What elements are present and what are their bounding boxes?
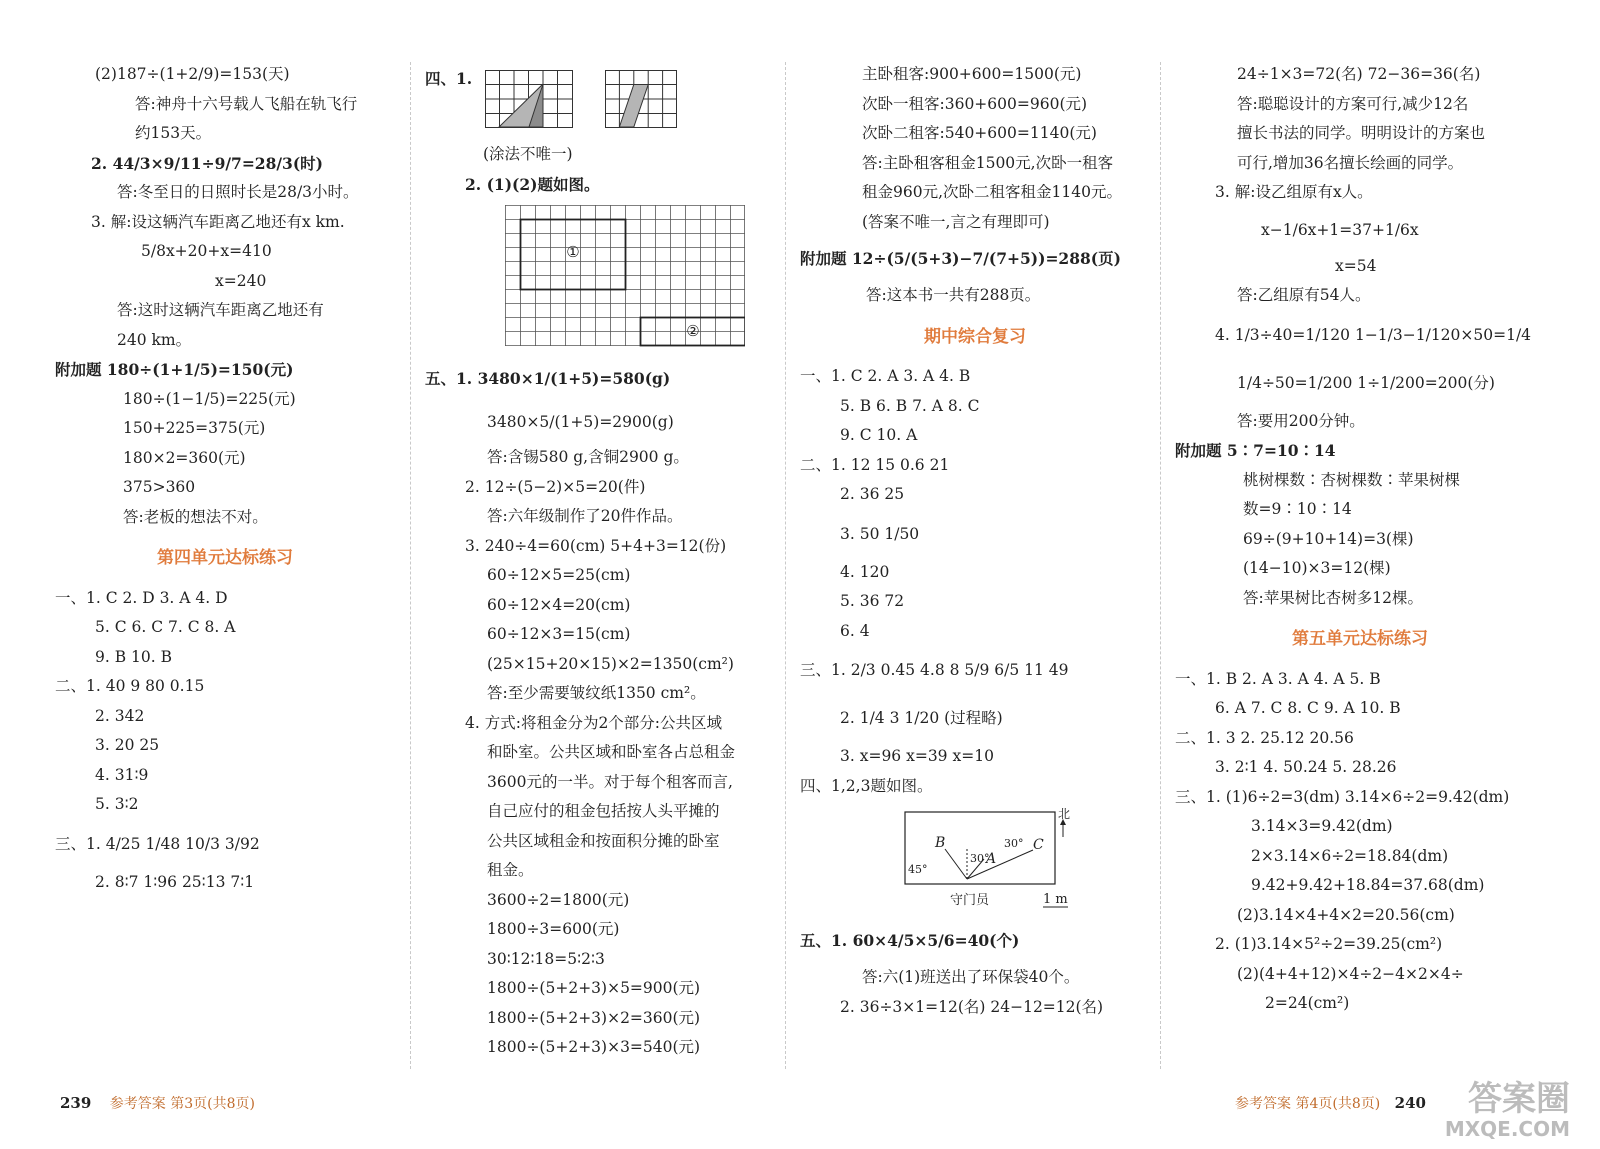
answer-line: 1800÷(5+2+3)×2=360(元) bbox=[487, 1008, 701, 1027]
answer-line: 150+225=375(元) bbox=[123, 419, 266, 437]
page-number: 240 bbox=[1394, 1094, 1426, 1112]
scale-label: 1 m bbox=[1043, 892, 1068, 907]
answer-line: 9. B 10. B bbox=[95, 647, 173, 666]
answer-line: 3. x=96 x=39 x=10 bbox=[840, 747, 994, 765]
answer-line: 3480×5/(1+5)=2900(g) bbox=[487, 413, 674, 431]
column-divider bbox=[410, 62, 411, 1069]
answer-line: 五、1. 3480×1/(1+5)=580(g) bbox=[425, 369, 671, 388]
footer-right bbox=[1235, 1093, 1440, 1113]
answer-line: 5. 36 72 bbox=[840, 592, 905, 610]
answer-line: x−1/6x+1=37+1/6x bbox=[1261, 220, 1419, 239]
answer-line: 次卧二租客:540+600=1140(元) bbox=[862, 124, 1097, 142]
answer-line: (2)3.14×4+4×2=20.56(cm) bbox=[1237, 905, 1455, 924]
answer-line: 1800÷3=600(元) bbox=[487, 920, 620, 938]
answer-line: 2×3.14×6÷2=18.84(dm) bbox=[1251, 846, 1449, 865]
answer-line: 4. 31∶9 bbox=[95, 765, 149, 784]
answer-line: 答:乙组原有54人。 bbox=[1237, 286, 1371, 304]
answer-line: 数=9∶10∶14 bbox=[1243, 500, 1352, 518]
answer-line: 次卧一租客:360+600=960(元) bbox=[862, 94, 1088, 113]
answer-line: 答:这本书一共有288页。 bbox=[866, 286, 1041, 304]
answer-line: 答:六(1)班送出了环保袋40个。 bbox=[862, 968, 1080, 986]
answer-line: 一、1. B 2. A 3. A 4. A 5. B bbox=[1175, 669, 1381, 688]
answer-line: 2. 36÷3×1=12(名) 24−12=12(名) bbox=[840, 997, 1104, 1016]
watermark bbox=[1445, 1081, 1570, 1141]
answer-line: x=240 bbox=[215, 271, 267, 290]
answer-line: 答:至少需要皱纹纸1350 cm²。 bbox=[487, 684, 706, 702]
answer-line: 擅长书法的同学。明明设计的方案也 bbox=[1237, 124, 1486, 142]
answer-line: 租金960元,次卧二租客租金1140元。 bbox=[862, 183, 1122, 201]
answer-line: 6. A 7. C 8. C 9. A 10. B bbox=[1215, 699, 1401, 717]
answer-line: 3600元的一半。对于每个租客而言, bbox=[487, 772, 733, 791]
answer-line: 五、1. 60×4/5×5/6=40(个) bbox=[800, 931, 1020, 950]
watermark-logo: 答案圈 bbox=[1468, 1079, 1570, 1119]
answer-line: 附加题 180÷(1+1/5)=150(元) bbox=[55, 360, 294, 379]
answer-line: 240 km。 bbox=[117, 330, 192, 349]
answer-line: 3. 50 1/50 bbox=[840, 524, 920, 543]
answer-line: 5. B 6. B 7. A 8. C bbox=[840, 396, 980, 415]
grid-figure-row bbox=[425, 64, 775, 136]
answer-line: 30∶12∶18=5∶2∶3 bbox=[487, 949, 605, 968]
answer-line: 69÷(9+10+14)=3(棵) bbox=[1243, 529, 1414, 548]
square-grid bbox=[505, 205, 745, 350]
column-b bbox=[425, 60, 775, 1063]
angle-label: 30° bbox=[1004, 837, 1024, 850]
answer-line: 5. 3∶2 bbox=[95, 795, 139, 813]
answer-line: x=54 bbox=[1335, 256, 1377, 275]
grid-figure bbox=[425, 203, 775, 353]
page-number: 239 bbox=[60, 1094, 92, 1112]
answer-line: 9.42+9.42+18.84=37.68(dm) bbox=[1251, 876, 1485, 894]
answer-line: 3600÷2=1800(元) bbox=[487, 890, 630, 909]
answer-line: 1800÷(5+2+3)×3=540(元) bbox=[487, 1038, 701, 1056]
answer-line: 答:含锡580 g,含铜2900 g。 bbox=[487, 448, 689, 466]
answer-line: (2)187÷(1+2/9)=153(天) bbox=[95, 65, 290, 83]
answer-line: 答:神舟十六号载人飞船在轨飞行 bbox=[135, 94, 358, 113]
shaded-triangle-grid bbox=[485, 70, 573, 128]
answer-line: 2. 1/4 3 1/20 (过程略) bbox=[840, 709, 1003, 727]
column-d bbox=[1175, 60, 1545, 1019]
answer-line: 公共区域租金和按面积分摊的卧室 bbox=[487, 831, 720, 850]
answer-line: 3. 20 25 bbox=[95, 736, 160, 754]
point-c-label: C bbox=[1033, 837, 1044, 853]
answer-line: 附加题 5∶7=10∶14 bbox=[1175, 441, 1336, 460]
answer-line: 2. 36 25 bbox=[840, 485, 905, 503]
answer-line: 3. 解:设这辆汽车距离乙地还有x km. bbox=[91, 212, 345, 231]
section-title: 期中综合复习 bbox=[924, 326, 1026, 347]
point-b-label: B bbox=[935, 835, 946, 851]
guard-label: 守门员 bbox=[950, 893, 990, 908]
answer-line: 2. 8∶7 1∶96 25∶13 7∶1 bbox=[95, 872, 255, 891]
answer-line: 答:这时这辆汽车距离乙地还有 bbox=[117, 301, 324, 319]
answer-line: 2. 44/3×9/11÷9/7=28/3(时) bbox=[91, 153, 323, 173]
footer-text: 参考答案 第4页(共8页) bbox=[1235, 1096, 1381, 1112]
footer-left bbox=[60, 1093, 255, 1113]
answer-line: 桃树棵数∶杏树棵数∶苹果树棵 bbox=[1243, 470, 1461, 489]
grid-label-2: ② bbox=[686, 322, 700, 340]
answer-line: 180÷(1−1/5)=225(元) bbox=[123, 389, 296, 408]
answer-line: 一、1. C 2. D 3. A 4. D bbox=[55, 588, 228, 607]
answer-line: 答:聪聪设计的方案可行,减少12名 bbox=[1237, 94, 1469, 113]
answer-line: (答案不唯一,言之有理即可) bbox=[862, 212, 1050, 231]
watermark-url: MXQE.COM bbox=[1444, 1117, 1570, 1141]
answer-line: 三、1. (1)6÷2=3(dm) 3.14×6÷2=9.42(dm) bbox=[1175, 787, 1510, 806]
section-label: 四、1. bbox=[425, 69, 473, 88]
answer-line: 5/8x+20+x=410 bbox=[141, 242, 272, 260]
north-label: 北 bbox=[1058, 807, 1071, 821]
answer-line: 4. 120 bbox=[840, 562, 890, 581]
answer-line: 2. 342 bbox=[95, 706, 145, 725]
column-c bbox=[800, 60, 1150, 1022]
section-title: 第四单元达标练习 bbox=[157, 548, 293, 568]
answer-line: 2=24(cm²) bbox=[1265, 994, 1350, 1012]
point-a-label: A bbox=[986, 851, 997, 867]
answer-line: 9. C 10. A bbox=[840, 426, 918, 444]
angle-label: 30° bbox=[970, 852, 990, 865]
answer-line: 答:要用200分钟。 bbox=[1237, 411, 1365, 430]
answer-line: 答:六年级制作了20件作品。 bbox=[487, 507, 683, 525]
footer-text: 参考答案 第3页(共8页) bbox=[109, 1096, 255, 1112]
answer-line: 180×2=360(元) bbox=[123, 448, 246, 467]
answer-line: 可行,增加36名擅长绘画的同学。 bbox=[1237, 153, 1464, 172]
column-divider bbox=[1160, 62, 1161, 1069]
answer-line: 四、1,2,3题如图。 bbox=[800, 776, 933, 795]
answer-line: 375>360 bbox=[123, 478, 196, 496]
answer-line: 1/4÷50=1/200 1÷1/200=200(分) bbox=[1237, 373, 1495, 392]
answer-line: (2)(4+4+12)×4÷2−4×2×4÷ bbox=[1237, 964, 1464, 983]
answer-line: 附加题 12÷(5/(5+3)−7/(7+5))=288(页) bbox=[800, 249, 1121, 268]
answer-line: 和卧室。公共区域和卧室各占总租金 bbox=[487, 743, 736, 761]
answer-line: 60÷12×4=20(cm) bbox=[487, 595, 631, 614]
answer-line: (14−10)×3=12(棵) bbox=[1243, 559, 1391, 577]
column-divider bbox=[785, 62, 786, 1069]
answer-line: 租金。 bbox=[487, 861, 534, 879]
note-text: (涂法不唯一) bbox=[483, 145, 573, 163]
answer-line: 60÷12×5=25(cm) bbox=[487, 566, 631, 584]
answer-line: 3.14×3=9.42(dm) bbox=[1251, 817, 1393, 835]
answer-line: (25×15+20×15)×2=1350(cm²) bbox=[487, 654, 734, 673]
answer-line: 二、1. 40 9 80 0.15 bbox=[55, 677, 205, 695]
answer-line: 2. (1)(2)题如图。 bbox=[465, 174, 600, 194]
answer-line: 主卧租客:900+600=1500(元) bbox=[862, 65, 1082, 83]
answer-line: 1800÷(5+2+3)×5=900(元) bbox=[487, 979, 701, 997]
answer-line: 三、1. 2/3 0.45 4.8 8 5/9 6/5 11 49 bbox=[800, 661, 1069, 679]
answer-line: 4. 方式:将租金分为2个部分:公共区域 bbox=[465, 713, 723, 732]
answer-line: 一、1. C 2. A 3. A 4. B bbox=[800, 367, 971, 385]
shaded-parallelogram-grid bbox=[605, 70, 677, 128]
grid-label-1: ① bbox=[566, 243, 580, 261]
answer-line: 6. 4 bbox=[840, 621, 870, 640]
answer-line: 3. 解:设乙组原有x人。 bbox=[1215, 183, 1373, 201]
map-figure bbox=[800, 805, 1150, 915]
answer-line: 答:冬至日的日照时长是28/3小时。 bbox=[117, 183, 359, 201]
column-a bbox=[55, 60, 395, 897]
answer-line: 答:老板的想法不对。 bbox=[123, 507, 268, 526]
answer-line: 2. (1)3.14×5²÷2=39.25(cm²) bbox=[1215, 935, 1443, 953]
answer-line: 约153天。 bbox=[135, 124, 212, 142]
answer-line: 2. 12÷(5−2)×5=20(件) bbox=[465, 477, 646, 496]
answer-line: 三、1. 4/25 1/48 10/3 3/92 bbox=[55, 834, 260, 853]
map-diagram bbox=[900, 807, 1085, 913]
answer-line: 3. 2∶1 4. 50.24 5. 28.26 bbox=[1215, 758, 1397, 776]
answer-line: 60÷12×3=15(cm) bbox=[487, 625, 631, 643]
answer-line: 3. 240÷4=60(cm) 5+4+3=12(份) bbox=[465, 536, 727, 555]
answer-line: 二、1. 12 15 0.6 21 bbox=[800, 455, 950, 474]
answer-line: 二、1. 3 2. 25.12 20.56 bbox=[1175, 728, 1354, 747]
answer-line: 5. C 6. C 7. C 8. A bbox=[95, 618, 236, 636]
answer-line: 答:苹果树比杏树多12棵。 bbox=[1243, 588, 1423, 607]
section-title: 第五单元达标练习 bbox=[1292, 629, 1428, 649]
answer-line: 4. 1/3÷40=1/120 1−1/3−1/120×50=1/4 bbox=[1215, 325, 1532, 344]
answer-line: 自己应付的租金包括按人头平摊的 bbox=[487, 802, 720, 820]
angle-label: 45° bbox=[908, 863, 928, 876]
answer-line: 答:主卧租客租金1500元,次卧一租客 bbox=[862, 153, 1114, 172]
answer-line: 24÷1×3=72(名) 72−36=36(名) bbox=[1237, 65, 1481, 83]
